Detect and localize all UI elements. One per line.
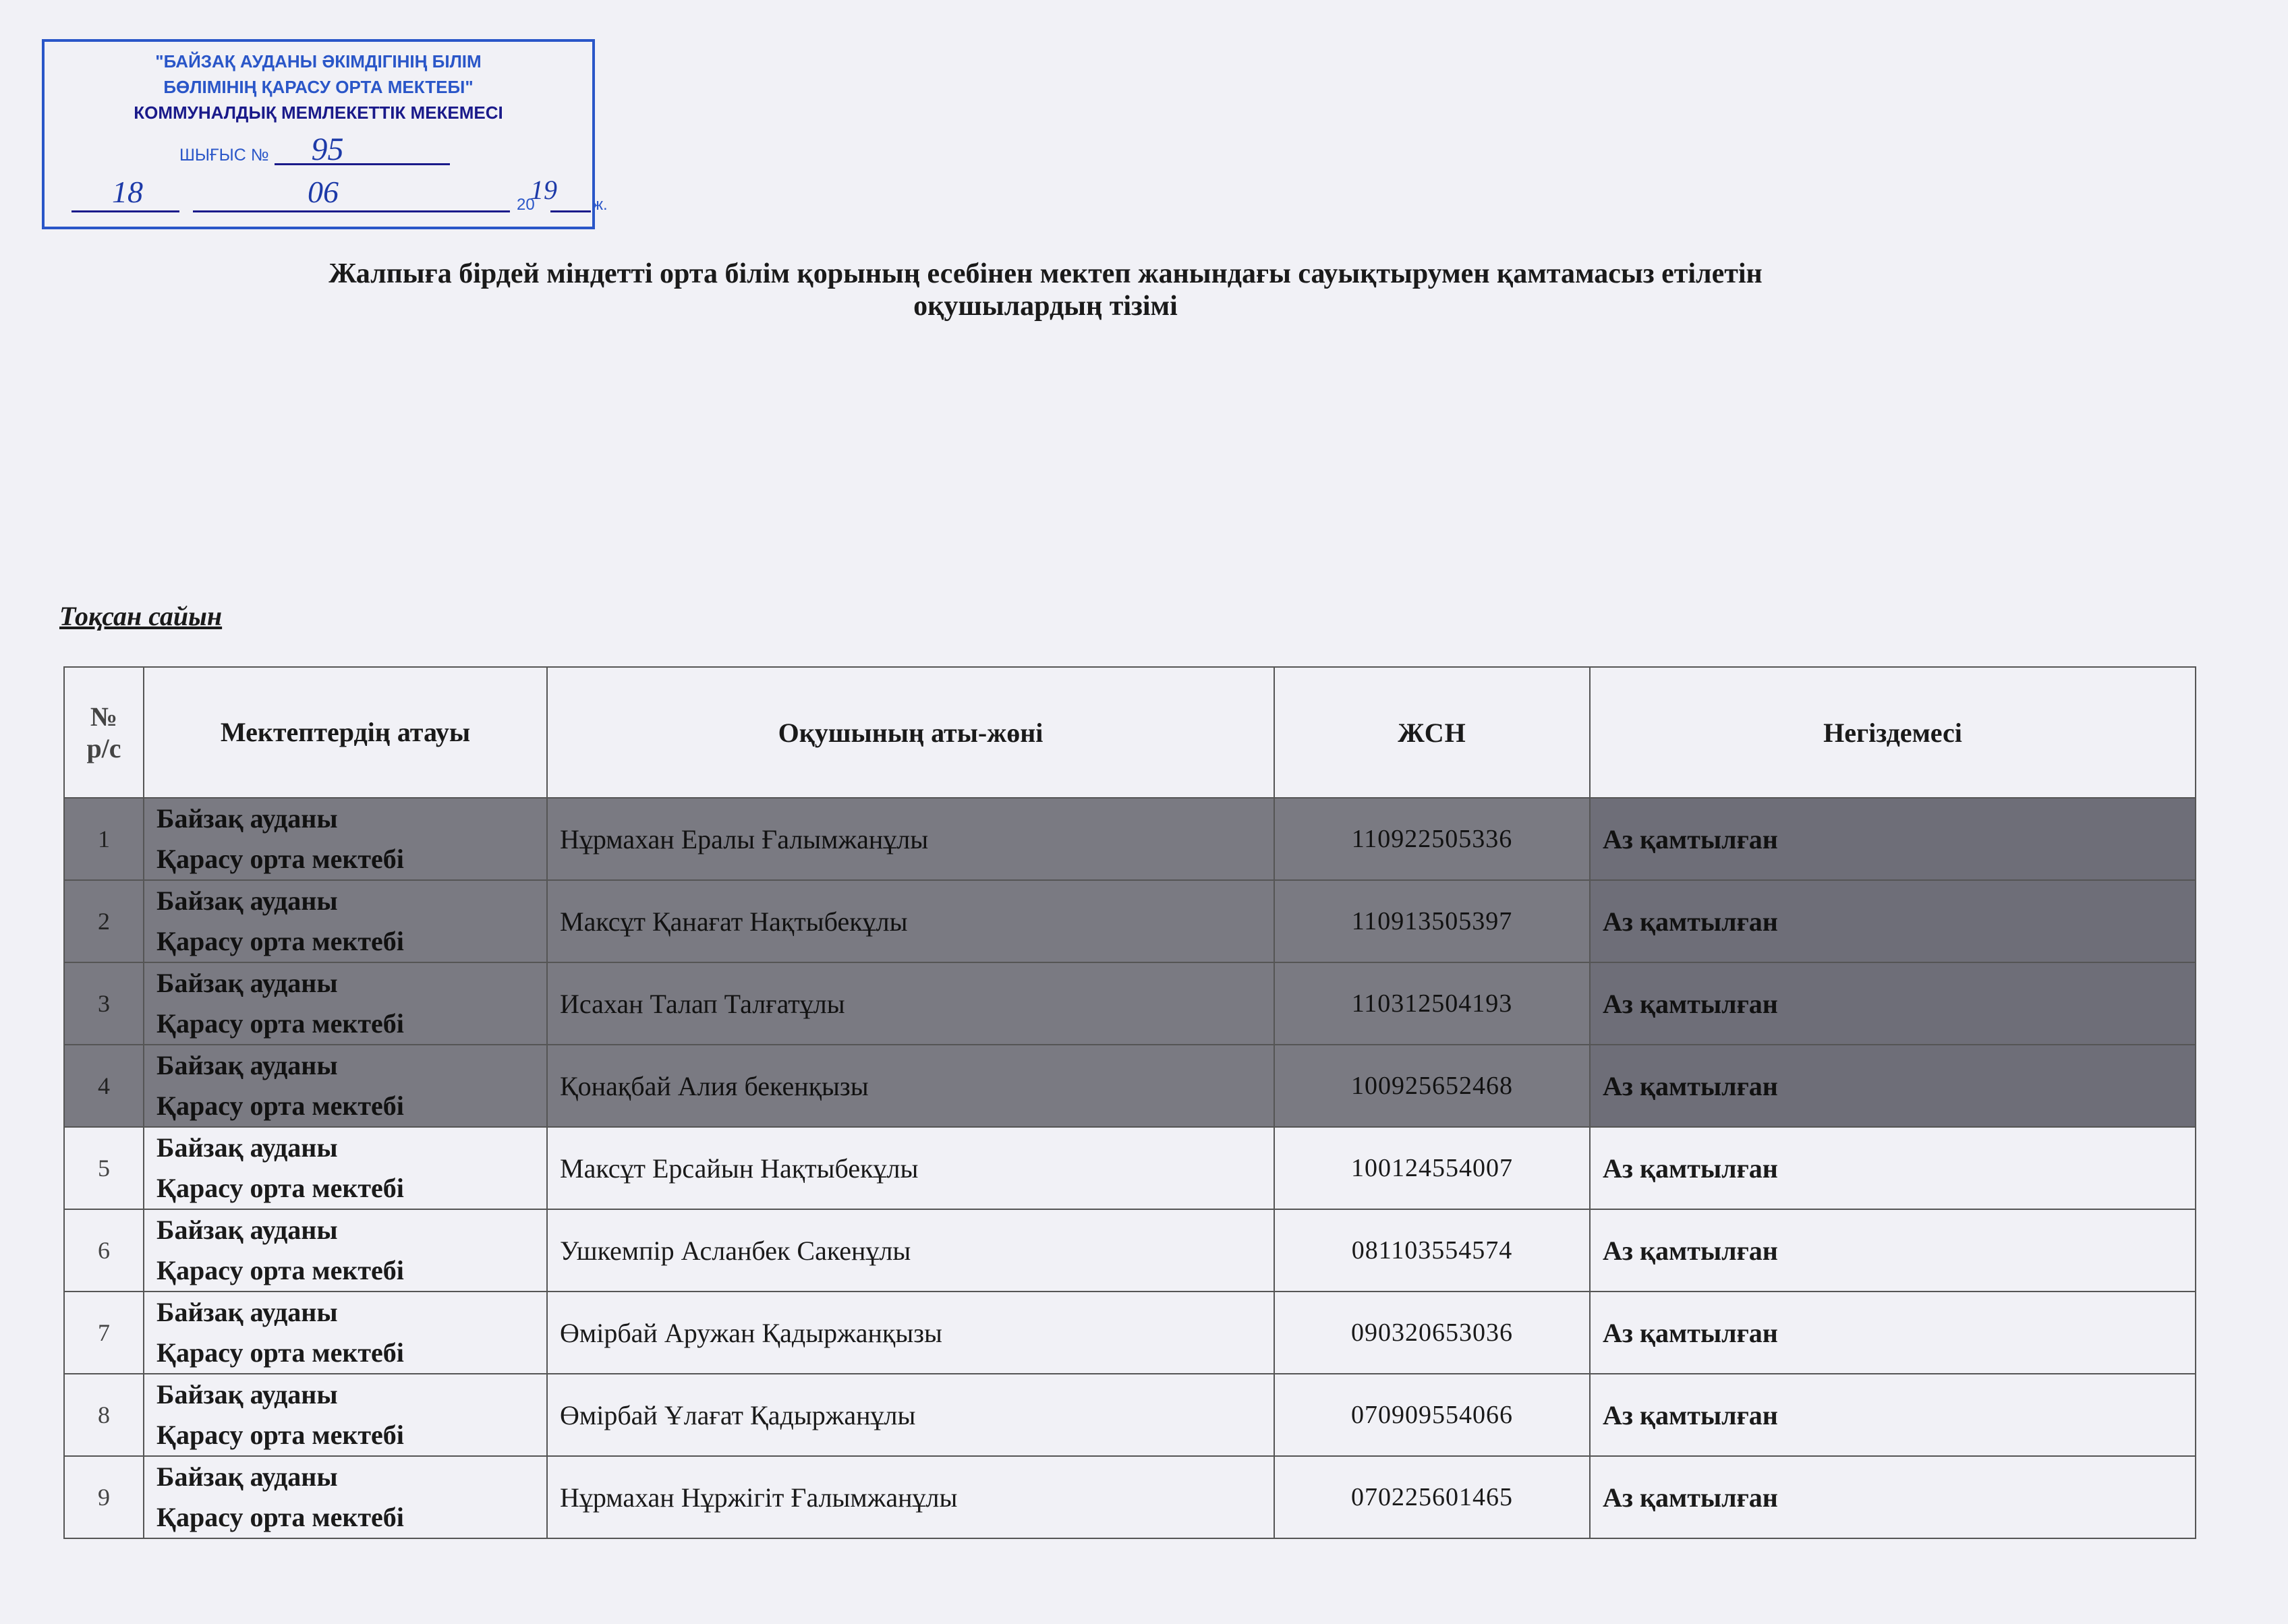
school-name: Қарасу орта мектебі (156, 1255, 404, 1285)
school-district: Байзақ ауданы (156, 1215, 338, 1245)
table-row (64, 1127, 2196, 1209)
stamp-line-2: БӨЛІМІНІҢ ҚАРАСУ ОРТА МЕКТЕБІ" (163, 77, 474, 97)
row-basis: Аз қамтылған (1590, 962, 2196, 1045)
school-name: Қарасу орта мектебі (156, 1091, 404, 1121)
stamp-line-3: КОММУНАЛДЫҚ МЕМЛЕКЕТТІК МЕКЕМЕСІ (134, 103, 503, 123)
table-row (64, 962, 2196, 1045)
row-iin: 081103554574 (1274, 1209, 1590, 1292)
row-school (144, 1045, 547, 1127)
row-student-name: Өмірбай Аружан Қадыржанқызы (547, 1292, 1274, 1374)
table-row (64, 880, 2196, 962)
header-basis: Негіздемесі (1590, 667, 2196, 798)
date-month-handwritten: 06 (308, 175, 339, 209)
registration-stamp (42, 39, 608, 229)
row-basis: Аз қамтылған (1590, 1045, 2196, 1127)
school-district: Байзақ ауданы (156, 1297, 338, 1327)
row-iin: 100124554007 (1274, 1127, 1590, 1209)
table-header-row (64, 667, 2196, 798)
row-number: 8 (64, 1374, 144, 1456)
row-iin: 110913505397 (1274, 880, 1590, 962)
row-basis: Аз қамтылған (1590, 1209, 2196, 1292)
document-title (135, 258, 1956, 322)
row-iin: 100925652468 (1274, 1045, 1590, 1127)
row-iin: 110922505336 (1274, 798, 1590, 880)
row-basis: Аз қамтылған (1590, 1456, 2196, 1538)
outgoing-label: ШЫҒЫС № (179, 146, 269, 165)
school-name: Қарасу орта мектебі (156, 1008, 404, 1039)
date-suffix: ж. (592, 196, 608, 214)
row-student-name: Нұрмахан Ералы Ғалымжанұлы (547, 798, 1274, 880)
row-iin: 110312504193 (1274, 962, 1590, 1045)
row-iin: 070909554066 (1274, 1374, 1590, 1456)
students-table (63, 666, 2196, 1539)
row-student-name: Өмірбай Ұлағат Қадыржанұлы (547, 1374, 1274, 1456)
row-basis: Аз қамтылған (1590, 1127, 2196, 1209)
row-student-name: Ушкемпір Асланбек Сакенұлы (547, 1209, 1274, 1292)
school-district: Байзақ ауданы (156, 886, 338, 916)
row-student-name: Исахан Талап Талғатұлы (547, 962, 1274, 1045)
table-row (64, 1292, 2196, 1374)
row-iin: 070225601465 (1274, 1456, 1590, 1538)
table-row (64, 1045, 2196, 1127)
row-number: 6 (64, 1209, 144, 1292)
title-line-1: Жалпыға бірдей міндетті орта білім қорының есебінен мектеп жанындағы сауықтырумен қамтамасыз етілетін (328, 258, 1763, 289)
header-name: Оқушының аты-жөні (547, 667, 1274, 798)
row-school (144, 1374, 547, 1456)
school-name: Қарасу орта мектебі (156, 1420, 404, 1450)
header-school: Мектептердің атауы (144, 667, 547, 798)
row-school (144, 880, 547, 962)
date-day-handwritten: 18 (112, 175, 143, 209)
school-district: Байзақ ауданы (156, 1461, 338, 1492)
row-number: 1 (64, 798, 144, 880)
school-district: Байзақ ауданы (156, 1132, 338, 1163)
row-school (144, 798, 547, 880)
row-school (144, 1209, 547, 1292)
row-school (144, 1456, 547, 1538)
row-number: 7 (64, 1292, 144, 1374)
school-district: Байзақ ауданы (156, 968, 338, 998)
row-student-name: Максұт Қанағат Нақтыбекұлы (547, 880, 1274, 962)
row-student-name: Нұрмахан Нұржігіт Ғалымжанұлы (547, 1456, 1274, 1538)
row-number: 2 (64, 880, 144, 962)
header-iin: ЖСН (1274, 667, 1590, 798)
row-basis: Аз қамтылған (1590, 1374, 2196, 1456)
school-name: Қарасу орта мектебі (156, 1337, 404, 1368)
table-row (64, 1209, 2196, 1292)
outgoing-number-handwritten: 95 (311, 132, 344, 167)
title-line-2: оқушылардың тізімі (913, 291, 1178, 322)
school-name: Қарасу орта мектебі (156, 926, 404, 956)
row-basis: Аз қамтылған (1590, 798, 2196, 880)
row-number: 9 (64, 1456, 144, 1538)
date-year-prefix: 20 (517, 196, 535, 214)
table-row (64, 1456, 2196, 1538)
row-iin: 090320653036 (1274, 1292, 1590, 1374)
row-basis: Аз қамтылған (1590, 1292, 2196, 1374)
row-number: 5 (64, 1127, 144, 1209)
outgoing-number (179, 132, 450, 167)
school-district: Байзақ ауданы (156, 1050, 338, 1080)
school-district: Байзақ ауданы (156, 1379, 338, 1410)
section-label: Тоқсан сайын (59, 601, 223, 631)
row-number: 4 (64, 1045, 144, 1127)
table-row (64, 1374, 2196, 1456)
row-school (144, 1127, 547, 1209)
school-name: Қарасу орта мектебі (156, 1502, 404, 1532)
row-basis: Аз қамтылған (1590, 880, 2196, 962)
date-year-handwritten: 19 (530, 175, 557, 205)
row-number: 3 (64, 962, 144, 1045)
row-student-name: Қонақбай Алия бекенқызы (547, 1045, 1274, 1127)
row-student-name: Максұт Ерсайын Нақтыбекұлы (547, 1127, 1274, 1209)
row-school (144, 962, 547, 1045)
school-district: Байзақ ауданы (156, 803, 338, 834)
table-row (64, 798, 2196, 880)
school-name: Қарасу орта мектебі (156, 844, 404, 874)
stamp-line-1: "БАЙЗАҚ АУДАНЫ ӘКІМДІГІНІҢ БІЛІМ (155, 51, 482, 71)
row-school (144, 1292, 547, 1374)
school-name: Қарасу орта мектебі (156, 1173, 404, 1203)
header-num: № р/с (64, 667, 144, 798)
